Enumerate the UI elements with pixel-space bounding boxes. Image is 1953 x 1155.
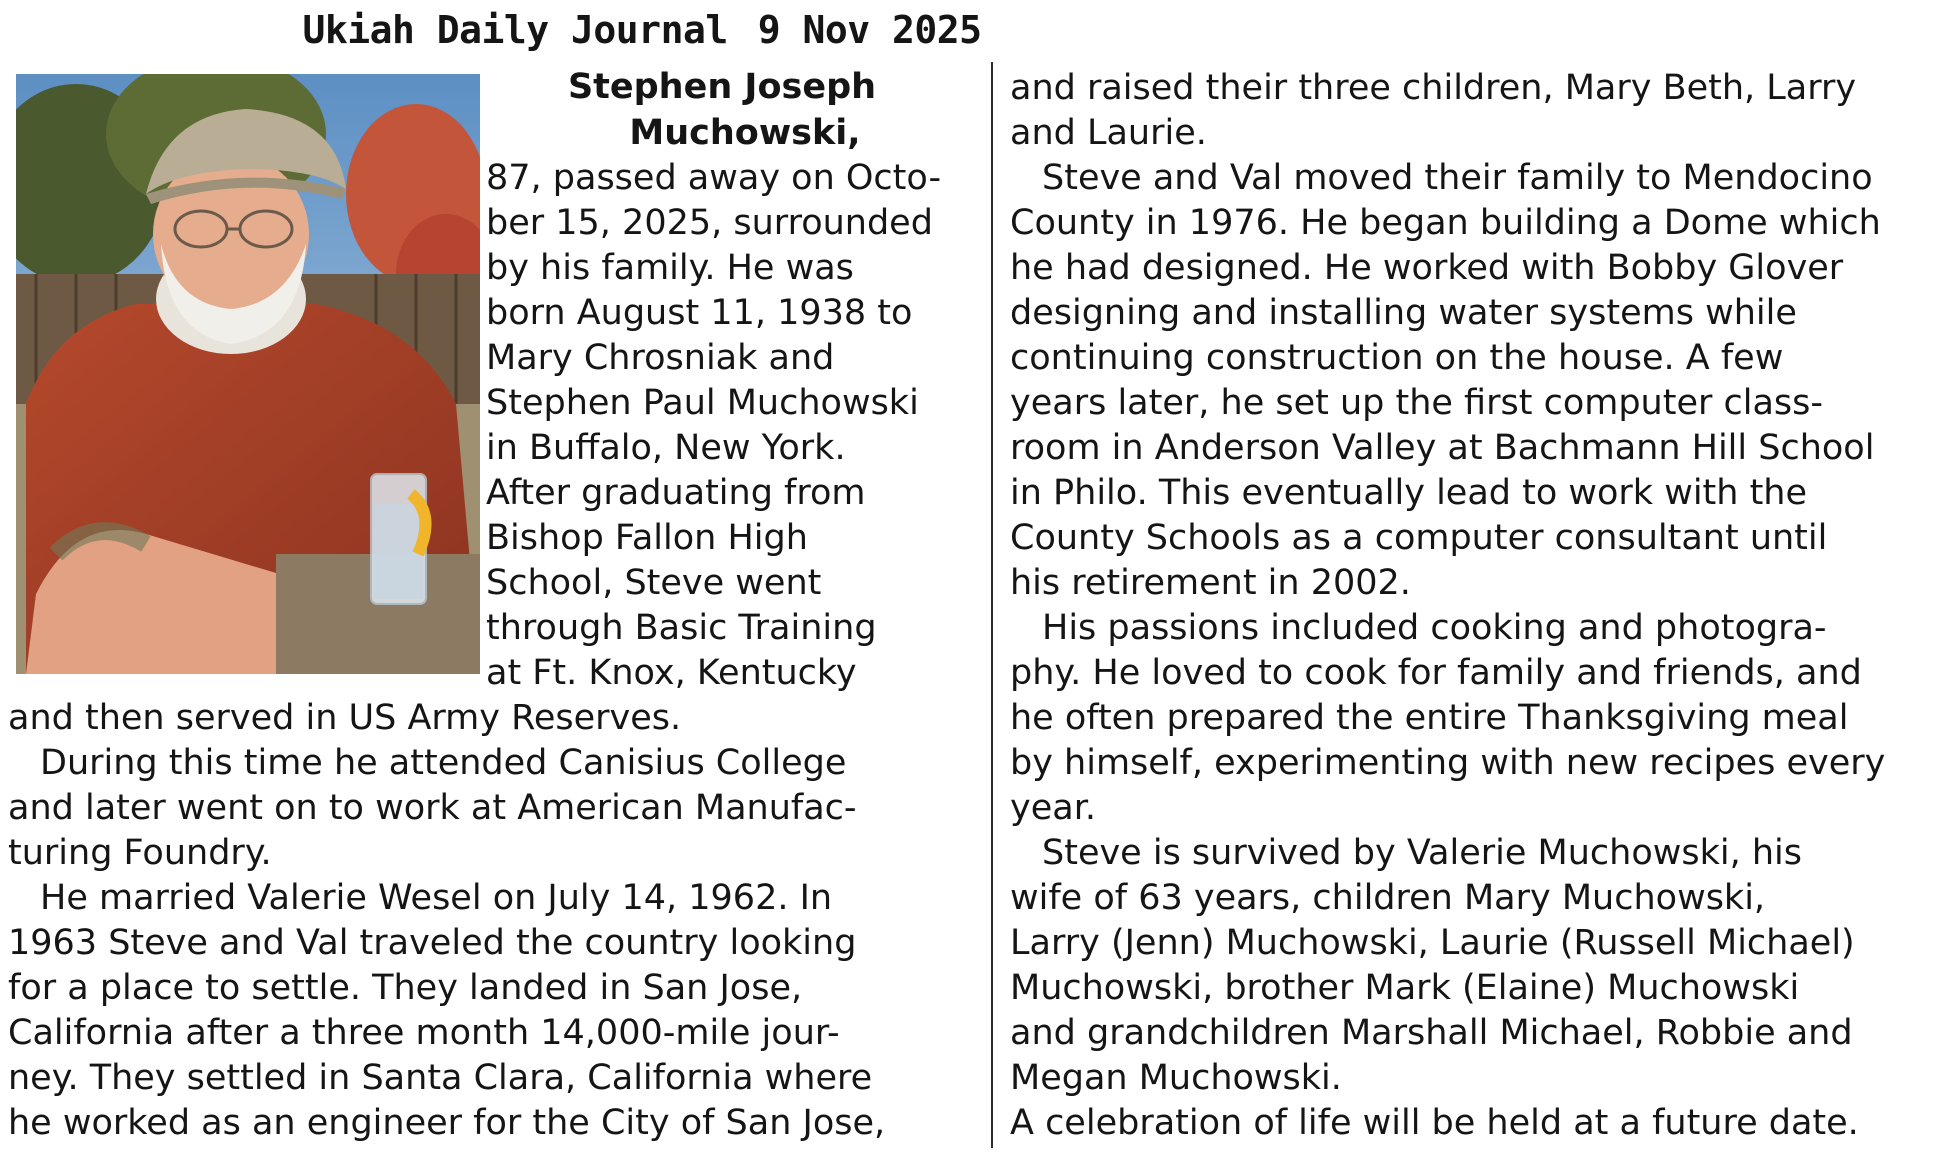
text-line: County in 1976. He began building a Dome which [1010, 203, 1881, 243]
text-line: ney. They settled in Santa Clara, California where [8, 1058, 873, 1098]
text-line: in Philo. This eventually lead to work with the [1010, 473, 1808, 513]
text-line: and grandchildren Marshall Michael, Robbie and [1010, 1013, 1853, 1053]
text-line: phy. He loved to cook for family and friends, and [1010, 653, 1862, 693]
text-line: at Ft. Knox, Kentucky [486, 653, 857, 693]
obituary-name [480, 64, 964, 156]
text-line: He married Valerie Wesel on July 14, 1962. In [40, 878, 833, 918]
name-line-1: Stephen Joseph [567, 67, 877, 107]
text-line: School, Steve went [486, 563, 822, 603]
left-column-text [8, 696, 885, 1146]
text-line: and then served in US Army Reserves. [8, 698, 682, 738]
text-line: year. [1010, 788, 1096, 828]
text-line: Stephen Paul Muchowski [486, 383, 919, 423]
text-line: Megan Muchowski. [1010, 1058, 1342, 1098]
text-line: years later, he set up the first computer class- [1010, 383, 1824, 423]
text-line: his retirement in 2002. [1010, 563, 1411, 603]
text-line: During this time he attended Canisius College [40, 743, 847, 783]
text-line: County Schools as a computer consultant until [1010, 518, 1828, 558]
column-divider [991, 62, 993, 1148]
text-line: Mary Chrosniak and [486, 338, 835, 378]
text-line: 1963 Steve and Val traveled the country looking [8, 923, 857, 963]
text-line: by himself, experimenting with new recipes every [1010, 743, 1886, 783]
beside-photo-text [486, 156, 941, 696]
text-line: California after a three month 14,000-mile jour- [8, 1013, 840, 1053]
text-line: he worked as an engineer for the City of San Jose, [8, 1103, 886, 1143]
text-line: Larry (Jenn) Muchowski, Laurie (Russell Michael) [1010, 923, 1855, 963]
text-line: born August 11, 1938 to [486, 293, 913, 333]
text-line: After graduating from [486, 473, 866, 513]
text-line: in Buffalo, New York. [486, 428, 846, 468]
portrait-illustration [16, 74, 480, 674]
text-line: Steve is survived by Valerie Muchowski, his [1042, 833, 1802, 873]
text-line: wife of 63 years, children Mary Muchowski, [1010, 878, 1766, 918]
text-line: and Laurie. [1010, 113, 1207, 153]
text-line: 87, passed away on Octo- [486, 158, 942, 198]
right-column-text [1010, 66, 1885, 1146]
text-line: he often prepared the entire Thanksgiving meal [1010, 698, 1849, 738]
text-line: room in Anderson Valley at Bachmann Hill School [1010, 428, 1875, 468]
text-line: Muchowski, brother Mark (Elaine) Muchowski [1010, 968, 1800, 1008]
text-line: and raised their three children, Mary Beth, Larry [1010, 68, 1857, 108]
text-line: by his family. He was [486, 248, 854, 288]
text-line: continuing construction on the house. A few [1010, 338, 1784, 378]
text-line: Bishop Fallon High [486, 518, 808, 558]
newspaper-name: Ukiah Daily Journal [302, 8, 728, 52]
portrait-photo [16, 74, 480, 674]
text-line: designing and installing water systems while [1010, 293, 1797, 333]
text-line: he had designed. He worked with Bobby Glover [1010, 248, 1844, 288]
publication-date: 9 Nov 2025 [757, 8, 982, 52]
text-line: Steve and Val moved their family to Mendocino [1042, 158, 1873, 198]
text-line: through Basic Training [486, 608, 877, 648]
text-line: A celebration of life will be held at a future date. [1010, 1103, 1859, 1143]
text-line: His passions included cooking and photogra- [1042, 608, 1827, 648]
text-line: for a place to settle. They landed in San Jose, [8, 968, 803, 1008]
text-line: and later went on to work at American Manufac- [8, 788, 857, 828]
text-line: ber 15, 2025, surrounded [486, 203, 933, 243]
masthead [0, 4, 1284, 56]
name-line-2: Muchowski, [629, 113, 861, 153]
text-line: turing Foundry. [8, 833, 272, 873]
